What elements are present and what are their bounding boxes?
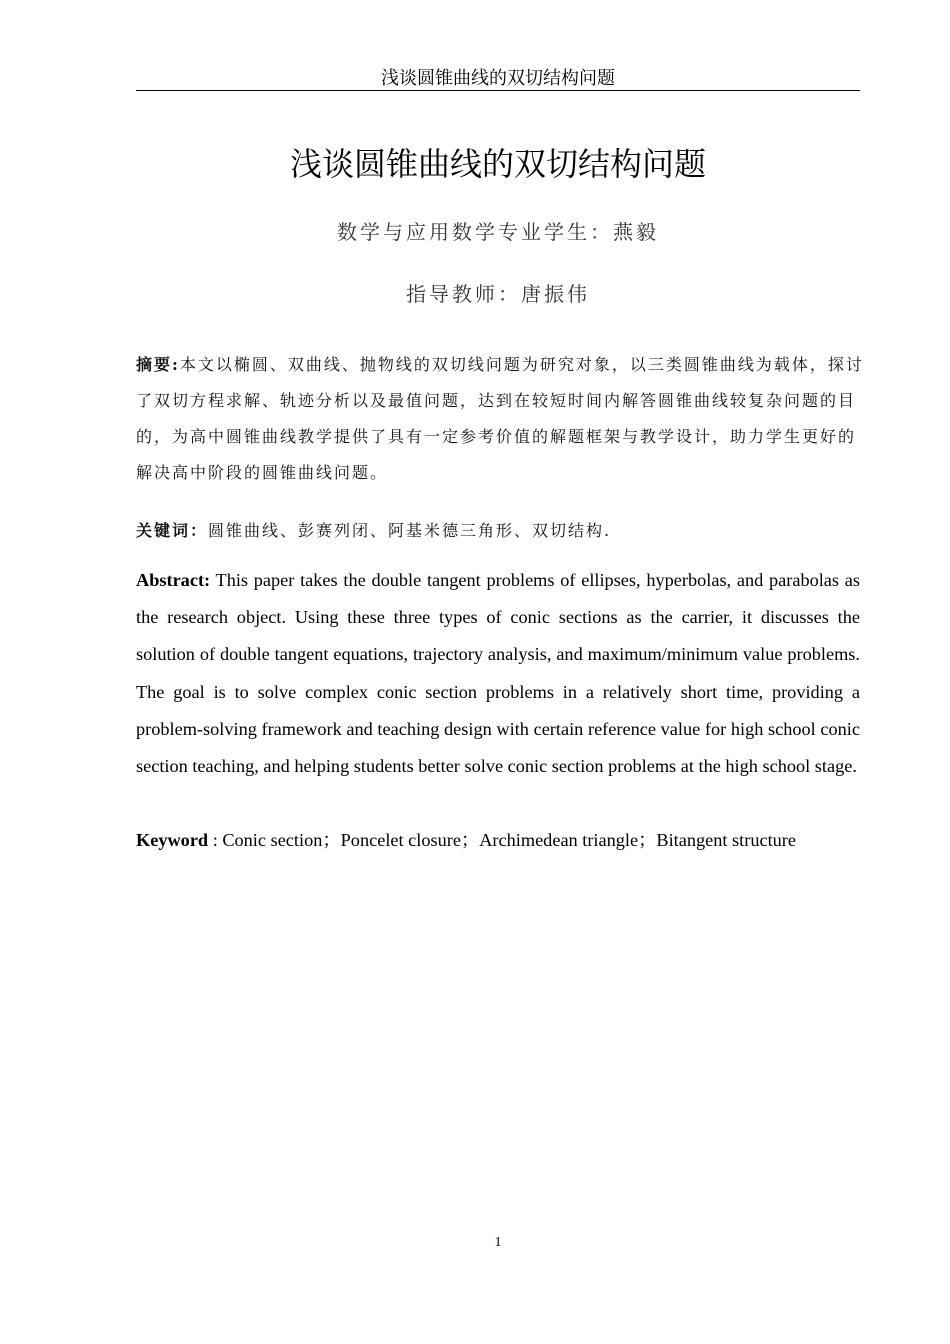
keywords-chinese <box>136 519 864 543</box>
abstract-cn-label: 摘要: <box>136 355 180 374</box>
abstract-cn-text: 本文以椭圆、双曲线、抛物线的双切线问题为研究对象，以三类圆锥曲线为载体，探讨了双切方程求解、轨迹分析以及最值问题，达到在较短时间内解答圆锥曲线较复杂问题的目的，为高中圆锥曲线教学提供了具有一定参考价值的解题框架与教学设计，助力学生更好的解决高中阶段的圆锥曲线问题。 <box>136 355 864 482</box>
page-number: 1 <box>494 1235 502 1250</box>
abstract-en-label: Abstract: <box>136 570 211 590</box>
keywords-cn-label: 关键词： <box>136 521 209 540</box>
abstract-english <box>136 562 860 785</box>
author-line: 数学与应用数学专业学生：燕毅 <box>337 220 659 244</box>
keywords-english <box>136 822 860 858</box>
keywords-cn-text: 圆锥曲线、彭赛列闭、阿基米德三角形、双切结构. <box>208 521 612 540</box>
abstract-chinese <box>136 347 864 491</box>
advisor-line: 指导教师：唐振伟 <box>406 282 590 306</box>
running-header: 浅谈圆锥曲线的双切结构问题 <box>381 68 615 89</box>
paper-title: 浅谈圆锥曲线的双切结构问题 <box>289 145 706 183</box>
abstract-en-text: This paper takes the double tangent problems of ellipses, hyperbolas, and parabolas as the research object. Using these three types of conic sections as the carrier, it discusses the solution of double tangent equations, trajectory analysis, and maximum/minimum value problems. The goal is to solve complex conic section problems in a relatively short time, providing a problem-solving framework and teaching design with certain reference value for high school conic section teaching, and helping students better solve conic section problems at the high school stage. <box>136 570 860 777</box>
keywords-en-text: : Conic section；Poncelet closure；Archimedean triangle；Bitangent structure <box>212 830 796 850</box>
header-rule <box>136 90 860 91</box>
keywords-en-label: Keyword <box>136 830 209 850</box>
